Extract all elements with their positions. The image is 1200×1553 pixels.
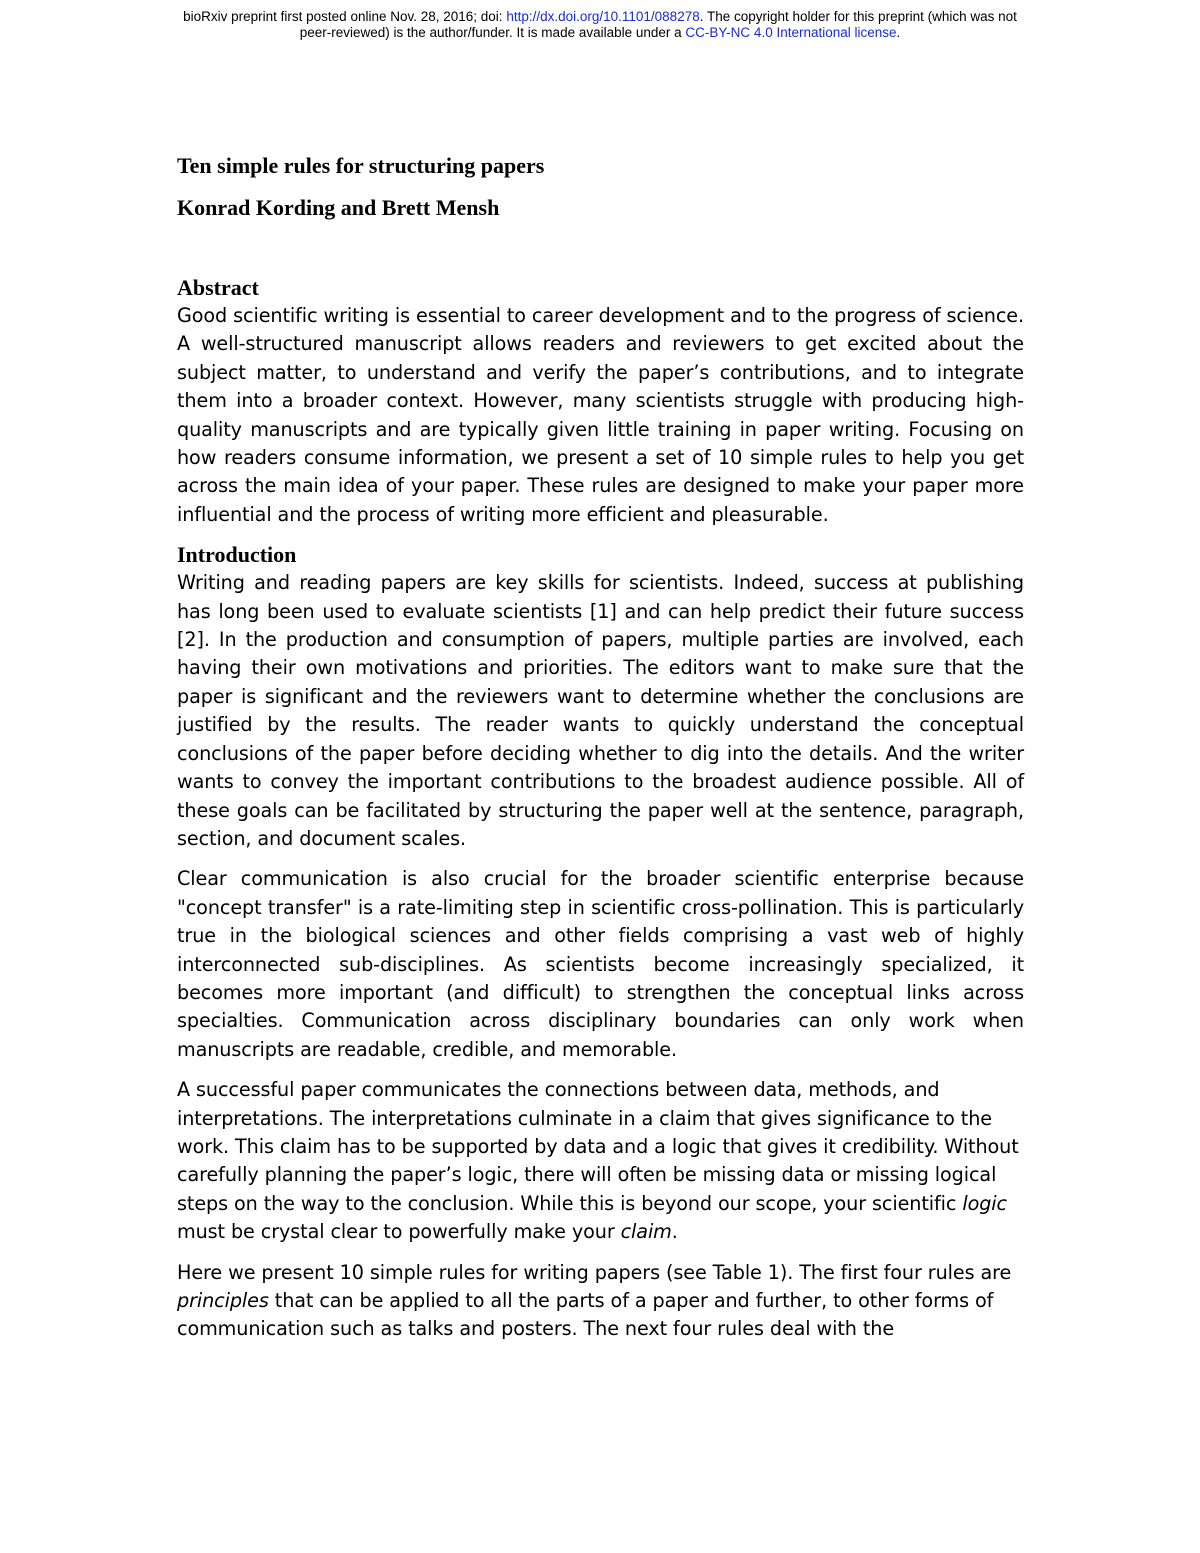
paragraph-text: A successful paper communicates the connections between data, methods, and interpretations. The interpretations culminate in a claim that gives significance to the work. This claim has to be supported by data and a logic that gives it credibility. Without carefully planning the paper’s logic, there will often be missing data or missing logical steps on the way to the conclusion. While this is beyond our scope, your scientific [177,1078,1019,1215]
emphasis-logic: logic [962,1191,1007,1215]
intro-paragraph-4 [177,1259,1024,1344]
introduction-heading: Introduction [177,542,297,568]
preprint-notice [60,9,1140,41]
emphasis-claim: claim [620,1220,672,1244]
abstract-heading: Abstract [177,275,259,300]
preprint-notice-line-1 [60,9,1140,25]
preprint-notice-line-2 [60,25,1140,41]
abstract-text: Good scientific writing is essential to career development and to the progress of science. A well-structured manuscript allows readers and reviewers to get excited about the subject matter, to understand and verify the paper’s contributions, and to integrate them into a broader context. However, many scientists struggle with producing high-quality manuscripts and are typically given little training in paper writing. Focusing on how readers consume information, we present a set of 10 simple rules to help you get across the main idea of your paper. These rules are designed to make your paper more influential and the process of writing more efficient and pleasurable. [177,304,1024,526]
intro-paragraph-3 [177,1076,1024,1246]
emphasis-principles: principles [177,1289,269,1312]
doi-link[interactable]: http://dx.doi.org/10.1101/088278 [506,9,700,24]
paper-title: Ten simple rules for structuring papers [177,153,545,178]
notice-text: bioRxiv preprint first posted online Nov. 28, 2016; doi: [183,9,507,24]
paragraph-text: . [671,1220,678,1244]
paragraph-text: Here we present 10 simple rules for writing papers (see Table 1). The first four rules are [177,1260,1012,1284]
license-link[interactable]: CC-BY-NC 4.0 International license [685,25,897,40]
intro-paragraph-1: Writing and reading papers are key skills for scientists. Indeed, success at publishing has long been used to evaluate scientists [1] and can help predict their future success [2]. In the production and consumption of papers, multiple parties are involved, each having their own motivations and priorities. The editors want to make sure that the paper is significant and the reviewers want to determine whether the conclusions are justified by the results. The reader wants to quickly understand the conceptual conclusions of the paper before deciding whether to dig into the details. And the writer wants to convey the important contributions to the broadest audience possible. All of these goals can be facilitated by structuring the paper well at the sentence, paragraph, section, and document scales. [177,571,1024,850]
paper-authors: Konrad Kording and Brett Mensh [177,195,500,220]
intro-paragraph-2: Clear communication is also crucial for the broader scientific enterprise because "concept transfer" is a rate-limiting step in scientific cross-pollination. This is particularly true in the biological sciences and other fields comprising a vast web of highly interconnected sub-disciplines. As scientists become increasingly specialized, it becomes more important (and difficult) to strengthen the conceptual links across specialties. Communication across disciplinary boundaries can only work when manuscripts are readable, credible, and memorable. [177,867,1024,1061]
paragraph-text: that can be applied to all the parts of a paper and further, to other forms of communication such as talks and posters. The next four rules deal with the [177,1289,994,1341]
notice-text: . [896,25,901,40]
notice-text: peer-reviewed) is the author/funder. It is made available under a [299,25,686,40]
notice-text: . The copyright holder for this preprint (which was not [699,9,1017,24]
paper-body [177,152,1024,1344]
paragraph-text: must be crystal clear to powerfully make your [177,1220,621,1244]
